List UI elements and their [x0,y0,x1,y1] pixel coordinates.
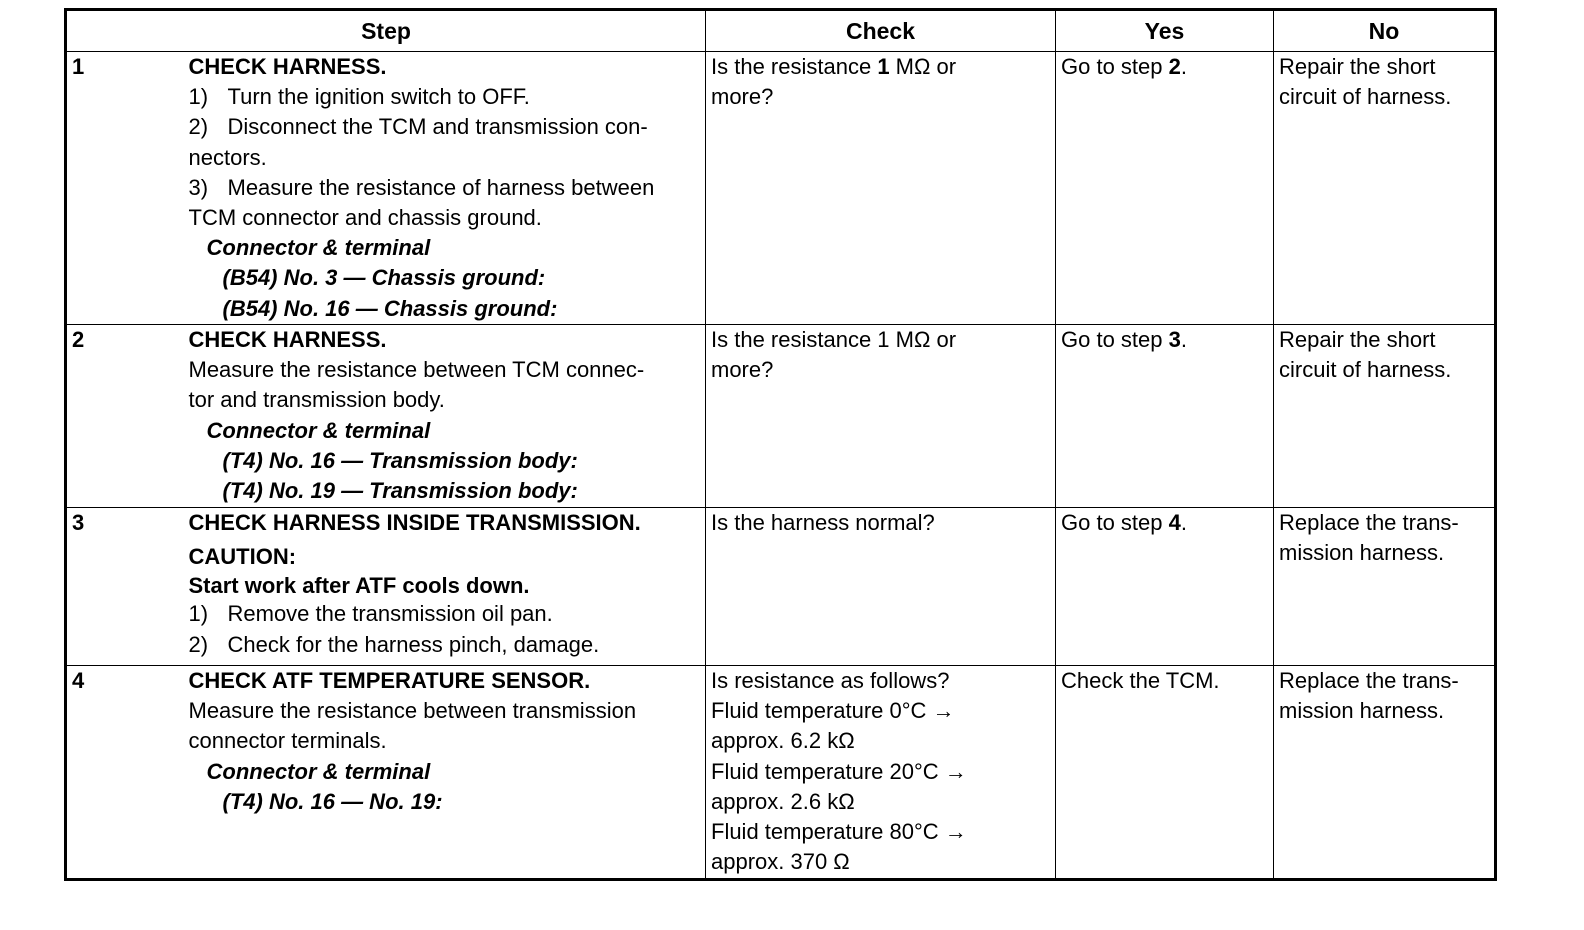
header-row [66,10,1496,52]
step-cell [184,52,706,325]
step-number: 1 [66,52,184,325]
sub-step: 3) Measure the resistance of harness between [188,174,655,200]
step-text: tor and transmission body. [188,387,445,413]
caution-heading: CAUTION: [188,544,297,570]
step-number: 3 [66,508,184,666]
check-cell: Is the harness normal? [706,508,1056,666]
table-row [66,325,1496,508]
no-cell: Replace the trans- mission harness. [1274,508,1496,666]
no-cell: Replace the trans- mission harness. [1274,666,1496,880]
step-cell [184,666,706,880]
table-row [66,508,1496,666]
step-number: 2 [66,325,184,508]
step-text: connector terminals. [188,728,387,754]
step-cell [184,325,706,508]
sub-step: 2) Disconnect the TCM and transmission con- [188,114,648,140]
check-cell: Is the resistance 1 MΩ or more? [706,325,1056,508]
connector-terminal: (T4) No. 16 — Transmission body: [222,447,578,473]
connector-heading: Connector & terminal [206,758,431,784]
diagnostic-table [64,8,1497,881]
step-title: CHECK HARNESS. [188,54,387,79]
header-yes: Yes [1056,10,1274,52]
table-row [66,52,1496,325]
connector-terminal: (T4) No. 19 — Transmission body: [222,478,578,504]
no-cell: Repair the short circuit of harness. [1274,325,1496,508]
caution-text: Start work after ATF cools down. [188,573,530,599]
table-row [66,666,1496,880]
connector-heading: Connector & terminal [206,417,431,443]
connector-terminal: (B54) No. 16 — Chassis ground: [222,295,558,321]
check-cell: Is resistance as follows? Fluid temperature 0°C → approx. 6.2 kΩ Fluid temperature 20°C → approx. 2.6 kΩ Fluid temperature 80°C → approx. 370 Ω [706,666,1056,880]
no-cell: Repair the short circuit of harness. [1274,52,1496,325]
step-text: Measure the resistance between transmission [188,698,637,724]
connector-terminal: (T4) No. 16 — No. 19: [222,788,443,814]
step-cell [184,508,706,666]
step-number: 4 [66,666,184,880]
yes-cell: Go to step 4. [1056,508,1274,666]
step-title: CHECK HARNESS. [188,327,387,352]
sub-step: 1) Turn the ignition switch to OFF. [188,84,530,110]
sub-step-continued: nectors. [188,144,267,170]
yes-cell: Go to step 3. [1056,325,1274,508]
header-step: Step [66,10,706,52]
yes-cell: Check the TCM. [1056,666,1274,880]
sub-step: 1) Remove the transmission oil pan. [188,601,553,627]
step-title: CHECK HARNESS INSIDE TRANSMISSION. [188,510,641,535]
yes-cell: Go to step 2. [1056,52,1274,325]
connector-terminal: (B54) No. 3 — Chassis ground: [222,265,546,291]
header-no: No [1274,10,1496,52]
header-check: Check [706,10,1056,52]
check-cell: Is the resistance 1 MΩ or more? [706,52,1056,325]
sub-step: 2) Check for the harness pinch, damage. [188,631,600,657]
step-title: CHECK ATF TEMPERATURE SENSOR. [188,668,591,693]
connector-heading: Connector & terminal [206,235,431,261]
step-text: Measure the resistance between TCM connec- [188,357,645,383]
sub-step-continued: TCM connector and chassis ground. [188,205,542,231]
